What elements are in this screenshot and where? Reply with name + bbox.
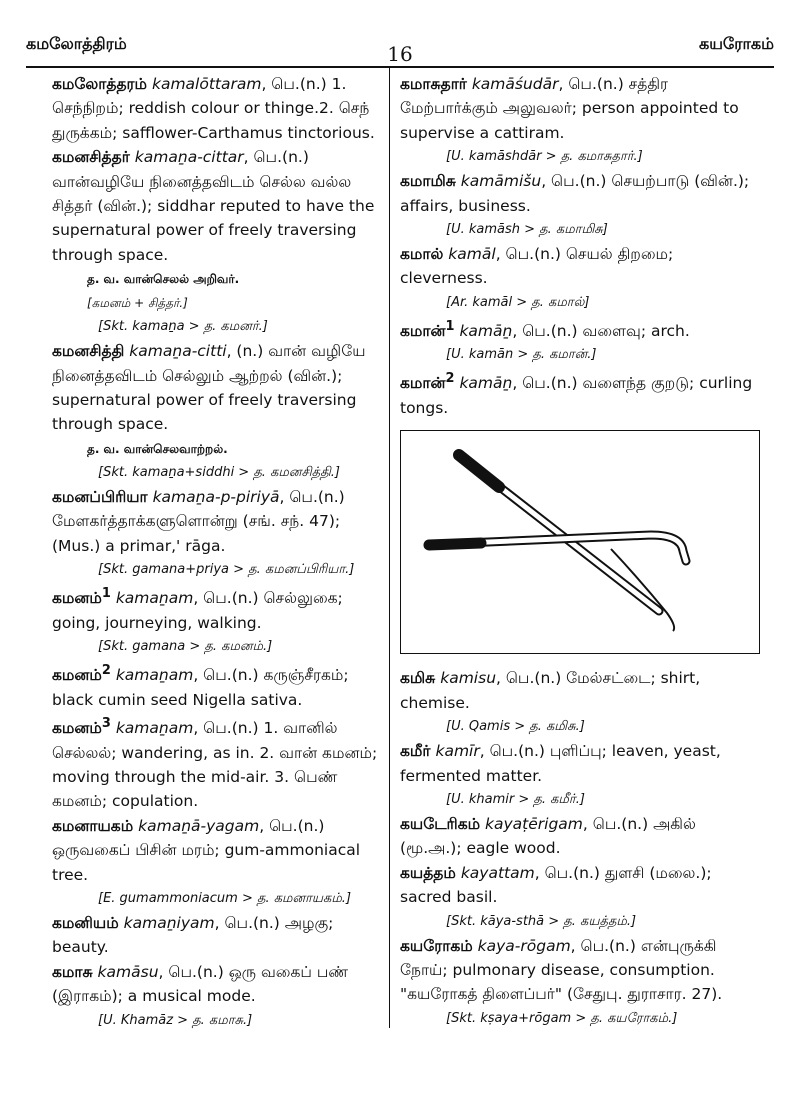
definition-text: ஒரு வகைப் பண் (இராகம்); a musical mode. (52, 962, 349, 1006)
definition-text: 1. வானில் செல்லல்; wandering, as in. 2. வான் கமனம்; moving through the mid-air. 3. பெண் கமனம்; copulation. (52, 719, 378, 811)
definition-text: சத்திர மேற்பார்க்கும் அலுவலர்; person appointed to supervise a cattiram. (400, 75, 739, 142)
homonym-number: 2 (445, 371, 455, 387)
definition-text: அகில் (மூ.அ.); eagle wood. (400, 815, 696, 858)
etymology: [Skt. gamana+priya > த. கமனப்பிரியா.] (98, 562, 355, 578)
etymology: [U. khamir > த. கமீர்.] (446, 792, 585, 807)
entry-definition (400, 315, 758, 344)
headword: கமனியம் (52, 914, 119, 933)
transliteration: kamāṉ (459, 322, 513, 340)
definition-text: மேளகர்த்தாக்களுளொன்று (சங். சந். 47); (Mus.) a primar,' rāga. (52, 512, 341, 555)
curling-tongs-illustration (401, 431, 759, 653)
transliteration: kaya-rōgam (477, 936, 571, 955)
definition-text: அழகு; beauty. (52, 914, 334, 957)
entry-definition (400, 367, 758, 420)
homonym-number: 3 (101, 716, 111, 732)
dictionary-entry (52, 712, 382, 814)
definition-text: வளைவு; arch. (577, 322, 690, 340)
page-header (26, 28, 774, 66)
transliteration: kamaṉa-p-piriyā (152, 487, 280, 506)
definition-text: புளிப்பு; leaven, yeast, fermented matter. (400, 742, 721, 785)
right-column-top (400, 72, 758, 420)
transliteration: kayattam (460, 863, 535, 882)
headword: கமால் (400, 245, 444, 264)
transliteration: kamaṉam (115, 666, 194, 685)
part-of-speech: , பெ.(n.) (214, 914, 280, 933)
transliteration: kamisu (440, 669, 497, 688)
entry-definition (52, 659, 382, 712)
definition-text: 1. செந்நிறம்; reddish colour or thinge. (52, 75, 347, 118)
entry-definition (52, 339, 382, 437)
dictionary-entry (400, 242, 758, 315)
definition-text: செயற்பாடு (வின்.); affairs, business. (400, 172, 750, 215)
transliteration: kamāṉ (459, 374, 513, 393)
transliteration: kamāl (448, 245, 496, 264)
right-column (400, 72, 758, 1031)
etymology: [U. Qamis > த. கமிசு.] (446, 719, 585, 735)
curling-tongs-figure (400, 430, 760, 654)
entry-definition (400, 72, 758, 145)
dictionary-entry (400, 812, 758, 861)
part-of-speech: , பெ.(n.) (495, 245, 561, 264)
part-of-speech: , பெ.(n.) (193, 589, 259, 608)
dictionary-entry (52, 911, 382, 960)
part-of-speech: , பெ.(n.) (243, 148, 309, 167)
transliteration: kayaṭērigam (485, 815, 583, 833)
headword: கமனசித்தர் (52, 148, 130, 167)
part-of-speech: , பெ.(n.) (496, 669, 562, 688)
etymology: [Skt. gamana > த. கமனம்.] (98, 639, 273, 655)
dictionary-entry (400, 666, 758, 739)
transliteration: kamaṉa-cittar (134, 148, 244, 167)
definition-text: 2. செந் துருக்கம்; safflower-Carthamus tinctorious. (52, 99, 375, 142)
derivation-note: [கமனம் + சித்தர்.] (87, 296, 188, 311)
definition-text: வான் வழியே நினைத்தவிடம் செல்லும் ஆற்றல் (வின்.); supernatural power of freely traversing through space. (52, 342, 366, 434)
dictionary-entry (400, 72, 758, 169)
transliteration: kamāmišu (460, 172, 542, 191)
transliteration: kamāsu (97, 962, 159, 981)
dictionary-entry (400, 934, 758, 1031)
etymology: [U. kamāsh > த. கமாமிசு] (446, 222, 608, 238)
entry-definition (400, 934, 758, 1007)
left-column (52, 72, 382, 1033)
definition-text: துளசி (மலை.); sacred basil. (400, 863, 712, 907)
entry-definition (52, 960, 382, 1009)
headword: கமான் (400, 374, 446, 393)
header-rule (26, 66, 774, 68)
right-guide-word: கயரோகம் (698, 34, 774, 53)
part-of-speech: , பெ.(n.) (158, 962, 224, 981)
entry-definition (52, 72, 382, 145)
transliteration: kamaṉiyam (123, 914, 215, 933)
etymology: [E. gumammoniacum > த. கமனாயகம்.] (98, 891, 352, 907)
entry-definition (52, 712, 382, 814)
transliteration: kamaṉam (115, 719, 194, 738)
headword: கயத்தம் (400, 863, 456, 882)
dictionary-entry (52, 339, 382, 485)
dictionary-entry (400, 739, 758, 812)
part-of-speech: , பெ.(n.) (512, 322, 578, 340)
definition-text: ஒருவகைப் பிசின் மரம்; gum-ammoniacal tree. (52, 841, 361, 884)
dictionary-entry (400, 861, 758, 934)
etymology: [Skt. kamaṉa+siddhi > த. கமனசித்தி.] (98, 464, 340, 480)
entry-definition (52, 485, 382, 558)
etymology: [Skt. kṣaya+rōgam > த. கயரோகம்.] (446, 1010, 678, 1026)
dictionary-entry (52, 659, 382, 712)
left-guide-word: கமலோத்திரம் (26, 34, 127, 53)
transliteration: kamīr (435, 742, 480, 761)
headword: கமாசுதார் (400, 75, 467, 93)
dictionary-entry (400, 315, 758, 368)
part-of-speech: , (n.) (226, 342, 264, 361)
dictionary-entry (400, 169, 758, 242)
dictionary-entry (52, 485, 382, 582)
headword: கமனசித்தி (52, 342, 125, 361)
part-of-speech: , பெ.(n.) (582, 815, 649, 833)
headword: கயடேரிகம் (400, 815, 481, 833)
entry-definition (52, 145, 382, 267)
part-of-speech: , பெ.(n.) (193, 666, 259, 685)
headword: கமாமிசு (400, 172, 456, 191)
homonym-number: 1 (445, 318, 455, 334)
tamil-equivalent-note: த. வ. வான்செலல் அறிவர். (87, 272, 240, 287)
transliteration: kamaṉa-citti (129, 342, 227, 361)
entry-definition (400, 666, 758, 715)
column-divider (389, 68, 390, 1028)
dictionary-entry (52, 582, 382, 659)
headword: கமனாயகம் (52, 816, 134, 835)
tamil-equivalent-note: த. வ. வான்செலவாற்றல். (87, 441, 228, 456)
definition-text: கருஞ்சீரகம்; black cumin seed Nigella sativa. (52, 666, 349, 709)
dictionary-entry (52, 814, 382, 911)
definition-text: செயல் திறமை; cleverness. (400, 245, 674, 288)
headword: கமாசு (52, 962, 93, 981)
page-number: 16 (387, 42, 413, 66)
headword: கமனம் (52, 719, 102, 738)
entry-definition (400, 812, 758, 861)
transliteration: kamaṉā-yagam (138, 816, 260, 835)
entry-definition (52, 582, 382, 635)
homonym-number: 2 (101, 663, 111, 679)
part-of-speech: , பெ.(n.) (558, 75, 624, 93)
etymology: [Ar. kamāl > த. கமால்] (446, 294, 590, 310)
part-of-speech: , பெ.(n.) (193, 719, 259, 738)
entry-definition (400, 739, 758, 788)
headword: கமனம் (52, 666, 102, 685)
headword: கமீர் (400, 742, 431, 761)
headword: கமான் (400, 322, 446, 340)
headword: கமனப்பிரியா (52, 487, 148, 506)
dictionary-entry (400, 367, 758, 420)
part-of-speech: , பெ.(n.) (570, 936, 636, 955)
definition-text: செல்லுகை; going, journeying, walking. (52, 589, 343, 632)
etymology: [Skt. kāya-sthā > த. கயத்தம்.] (446, 913, 637, 929)
headword: கமலோத்தரம் (52, 75, 148, 93)
definition-text: மேல்சட்டை; shirt, chemise. (400, 669, 701, 712)
entry-definition (52, 911, 382, 960)
dictionary-entry (52, 72, 382, 145)
part-of-speech: , பெ.(n.) (541, 172, 607, 191)
etymology: [Skt. kamaṉa > த. கமனர்.] (98, 319, 268, 335)
transliteration: kamaṉam (115, 589, 194, 608)
part-of-speech: , பெ.(n.) (479, 742, 545, 761)
definition-text: வான்வழியே நினைத்தவிடம் செல்ல வல்ல சித்தர் (வின்.); siddhar reputed to have the supernatural power of freely traversing through space. (52, 172, 375, 264)
etymology: [U. kamān > த. கமான்.] (446, 347, 597, 363)
entry-definition (400, 861, 758, 910)
right-column-bottom (400, 666, 758, 1030)
headword: கமனம் (52, 589, 102, 608)
dictionary-entry (52, 960, 382, 1033)
part-of-speech: , பெ.(n.) (259, 816, 325, 835)
part-of-speech: , பெ.(n.) (512, 374, 578, 393)
part-of-speech: , பெ.(n.) (279, 487, 345, 506)
entry-definition (400, 169, 758, 218)
headword: கமிசு (400, 669, 436, 688)
part-of-speech: , பெ.(n.) (534, 863, 600, 882)
etymology: [U. kamāshdār > த. கமாசுதார்.] (446, 149, 643, 165)
headword: கயரோகம் (400, 936, 473, 955)
dictionary-entry (52, 145, 382, 339)
part-of-speech: , பெ.(n.) (261, 75, 327, 93)
definition-text: என்புருக்கி நோய்; pulmonary disease, consumption. "கயரோகத் திளைப்பர்" (சேதுபு. துராசார. 27). (400, 936, 723, 1004)
homonym-number: 1 (101, 586, 111, 602)
definition-text: வளைந்த குறடு; curling tongs. (400, 374, 753, 417)
entry-definition (400, 242, 758, 291)
transliteration: kamalōttaram (151, 75, 262, 93)
etymology: [U. Khamāz > த. கமாசு.] (98, 1012, 253, 1028)
transliteration: kamāśudār (471, 75, 559, 93)
entry-definition (52, 814, 382, 887)
